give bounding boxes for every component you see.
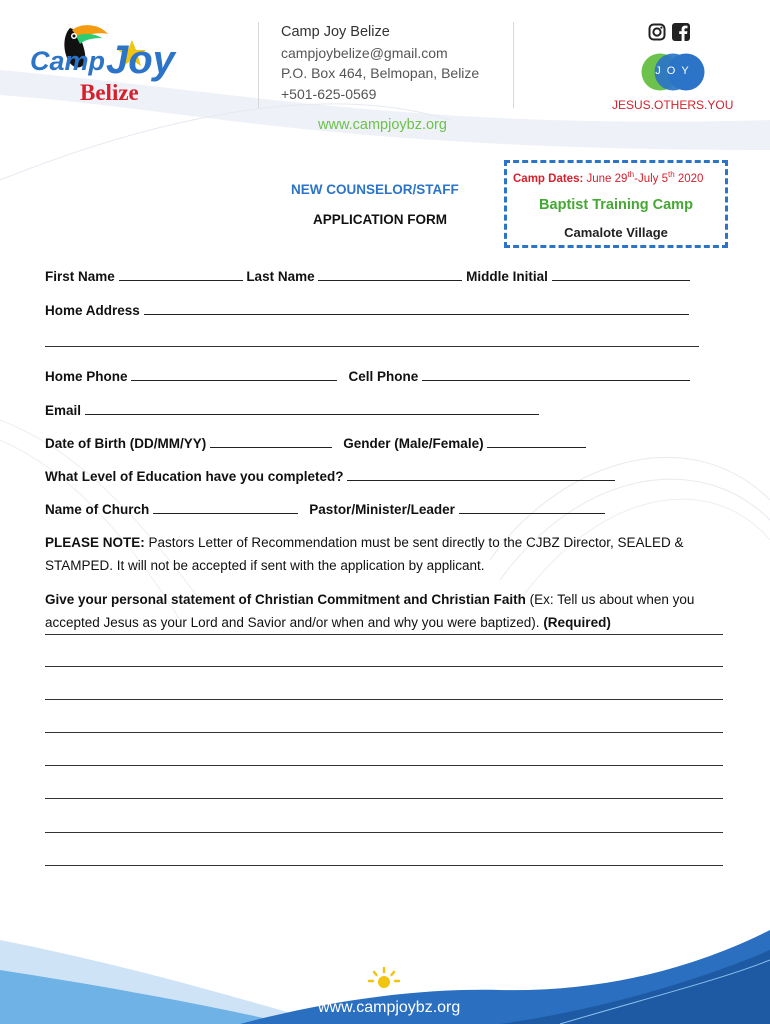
please-note [45, 531, 735, 577]
home-address-field[interactable] [144, 302, 689, 315]
sun-logo-icon [366, 966, 402, 994]
facebook-icon[interactable] [672, 23, 690, 41]
camp-dates-stamp [504, 160, 728, 248]
camp-dates-suffix1: th [627, 170, 635, 179]
church-row [45, 501, 605, 517]
dob-field[interactable] [210, 435, 332, 448]
statement-answer-line[interactable] [45, 666, 723, 667]
statement-line1 [45, 588, 735, 611]
cell-phone-field[interactable] [422, 368, 690, 381]
statement-answer-line[interactable] [45, 699, 723, 700]
statement-answer-line[interactable] [45, 765, 723, 766]
note-line1 [45, 531, 735, 554]
statement-required: (Required) [543, 615, 611, 630]
last-name-field[interactable] [318, 268, 462, 281]
contact-email: campjoybelize@gmail.com [281, 44, 448, 61]
statement-text1: (Ex: Tell us about when you [529, 592, 695, 607]
statement-answer-line[interactable] [45, 832, 723, 833]
middle-initial-field[interactable] [552, 268, 690, 281]
first-name-label: First Name [45, 269, 115, 284]
gender-label: Gender (Male/Female) [343, 436, 484, 451]
cell-phone-label: Cell Phone [348, 369, 419, 384]
joy-badge-letters [640, 65, 706, 77]
joy-letter-j: J [655, 65, 667, 77]
home-phone-label: Home Phone [45, 369, 128, 384]
statement-answer-line[interactable] [45, 865, 723, 866]
camp-dates [513, 170, 703, 185]
first-name-field[interactable] [119, 268, 243, 281]
joy-tagline: JESUS.OTHERS.YOU [612, 98, 734, 112]
address-row [45, 302, 689, 318]
email-label: Email [45, 403, 82, 418]
logo-joy-text: Joy [106, 38, 175, 82]
home-phone-field[interactable] [131, 368, 337, 381]
camp-dates-label: Camp Dates: [513, 172, 584, 185]
joy-letter-o: O [666, 65, 682, 77]
statement-text2: accepted Jesus as your Lord and Savior and/or when and why you were baptized). [45, 615, 540, 630]
home-address-label: Home Address [45, 303, 140, 318]
pastor-field[interactable] [459, 501, 605, 514]
email-field[interactable] [85, 402, 539, 415]
last-name-label: Last Name [246, 269, 315, 284]
education-field[interactable] [347, 468, 615, 481]
contact-po-box: P.O. Box 464, Belmopan, Belize [281, 65, 480, 81]
dob-row [45, 435, 586, 451]
statement-prompt [45, 588, 735, 635]
church-field[interactable] [153, 501, 298, 514]
form-heading-line2: APPLICATION FORM [313, 212, 447, 227]
dob-label: Date of Birth (DD/MM/YY) [45, 436, 207, 451]
camp-name: Baptist Training Camp [539, 197, 693, 213]
contact-phone: +501-625-0569 [281, 85, 377, 102]
instagram-icon[interactable] [648, 23, 666, 41]
footer-website: www.campjoybz.org [318, 999, 461, 1016]
header-website: www.campjoybz.org [318, 117, 447, 133]
gender-field[interactable] [487, 435, 586, 448]
camp-dates-year: 2020 [674, 172, 704, 185]
joy-letter-y: Y [681, 65, 695, 77]
org-name: Camp Joy Belize [281, 24, 390, 40]
statement-bold: Give your personal statement of Christian Commitment and Christian Faith [45, 592, 526, 607]
church-label: Name of Church [45, 502, 150, 517]
note-text1: Pastors Letter of Recommendation must be sent directly to the CJBZ Director, SEALED & [148, 535, 684, 550]
camp-village: Camalote Village [564, 225, 668, 240]
pastor-label: Pastor/Minister/Leader [309, 502, 455, 517]
contact-box [258, 22, 514, 108]
statement-answer-line[interactable] [45, 732, 723, 733]
note-line2: STAMPED. It will not be accepted if sent with the application by applicant. [45, 558, 485, 573]
email-row [45, 402, 539, 418]
middle-initial-label: Middle Initial [466, 269, 548, 284]
phone-row [45, 368, 690, 384]
camp-dates-end: -July 5 [634, 172, 668, 185]
statement-line2 [45, 611, 723, 635]
camp-joy-logo [28, 20, 178, 112]
name-row [45, 268, 690, 284]
logo-belize-text: Belize [80, 80, 139, 105]
note-label: PLEASE NOTE: [45, 535, 145, 550]
form-heading-line1: NEW COUNSELOR/STAFF [291, 182, 459, 197]
education-row [45, 468, 615, 484]
camp-dates-start: June 29 [586, 172, 628, 185]
logo-camp-text: Camp [30, 46, 106, 76]
home-address-field-line2[interactable] [45, 346, 699, 347]
camp-dates-suffix2: th [668, 170, 675, 179]
statement-answer-line[interactable] [45, 798, 723, 799]
education-label: What Level of Education have you completed? [45, 469, 344, 484]
